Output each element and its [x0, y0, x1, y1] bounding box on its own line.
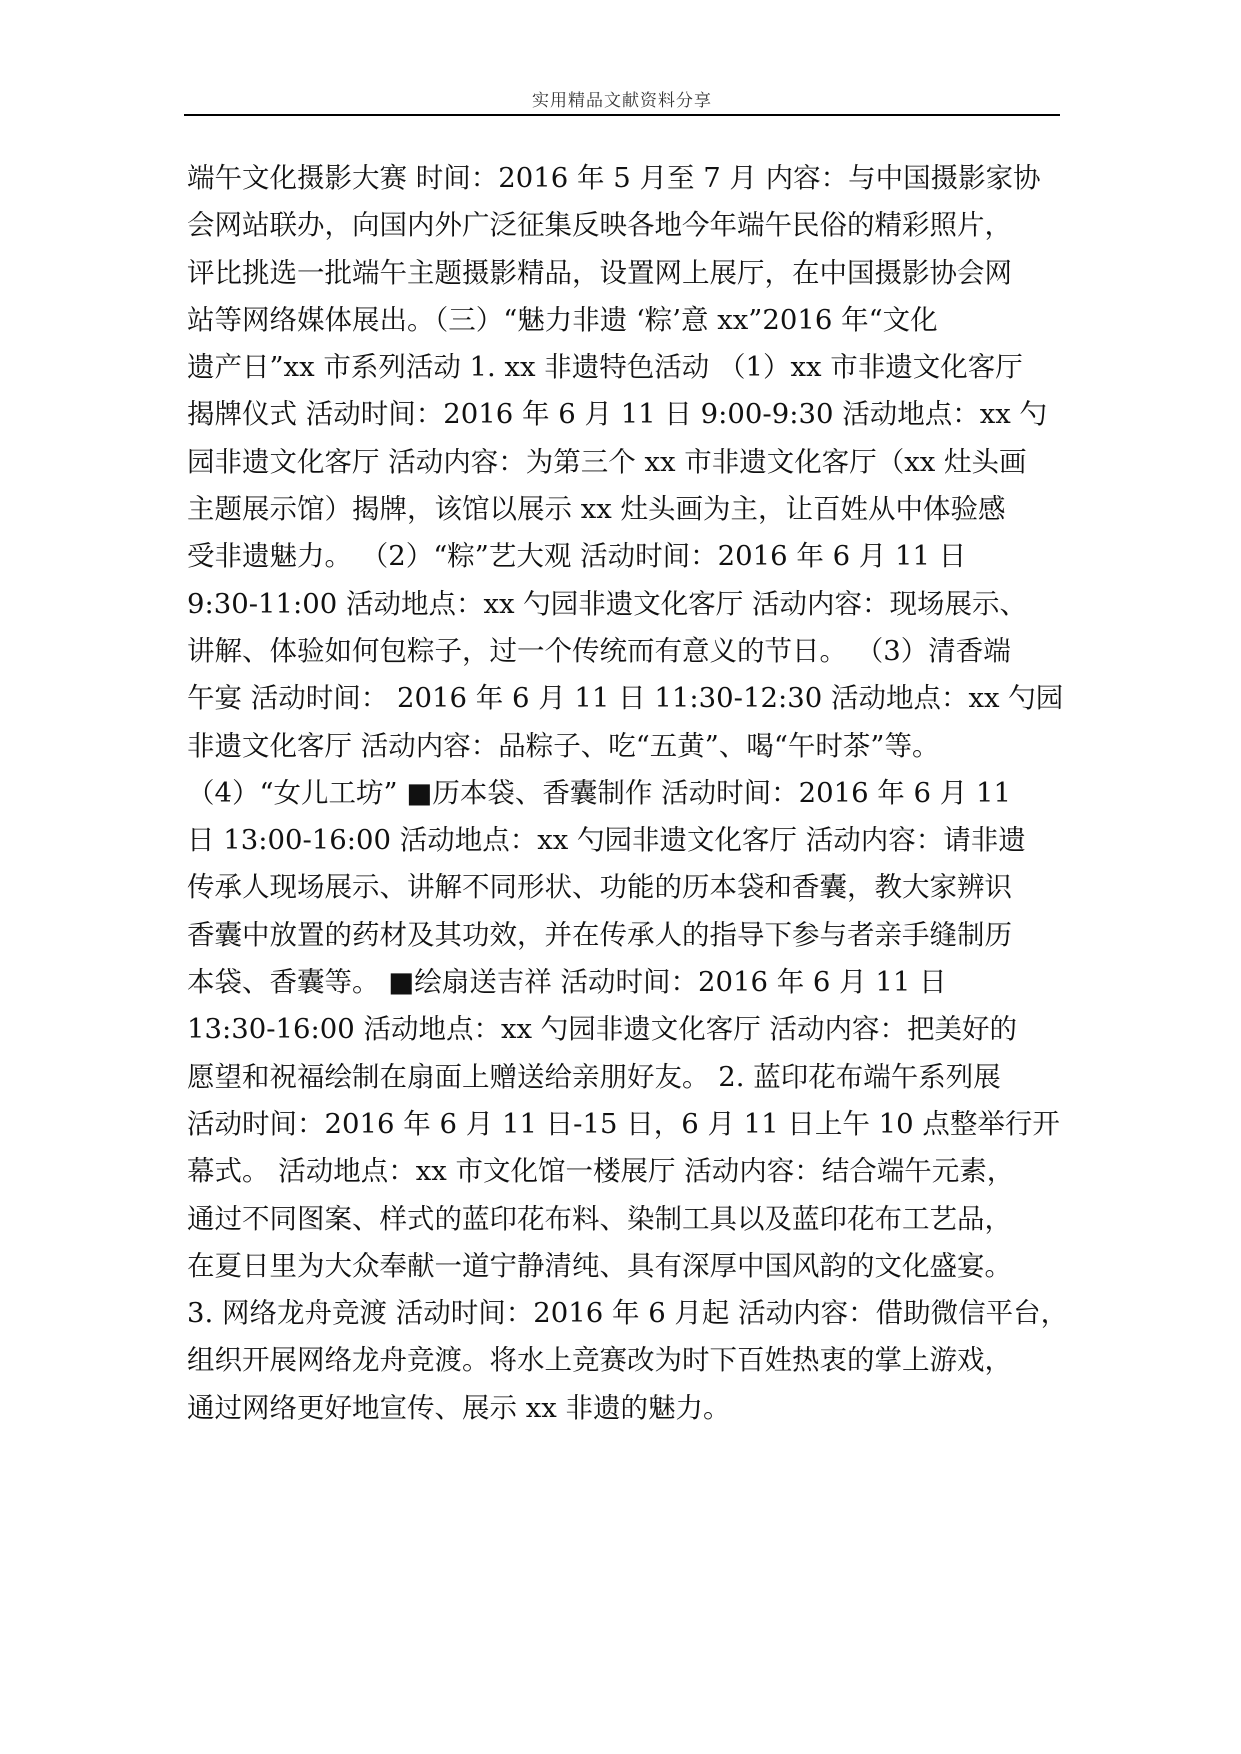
body-line: 非遗文化客厅 活动内容：品粽子、吃“五黄”、喝“午时茶”等。 — [187, 729, 940, 762]
body-line: 香囊中放置的药材及其功效，并在传承人的指导下参与者亲手缝制历 — [187, 918, 1012, 951]
body-line: 3. 网络龙舟竞渡 活动时间：2016 年 6 月起 活动内容：借助微信平台， — [187, 1297, 1069, 1330]
body-line: 13:30-16:00 活动地点：xx 勺园非遗文化客厅 活动内容：把美好的 — [187, 1013, 1018, 1046]
body-line: 遗产日”xx 市系列活动 1. xx 非遗特色活动 （1）xx 市非遗文化客厅 — [187, 351, 1023, 384]
body-line: 端午文化摄影大赛 时间：2016 年 5 月至 7 月 内容：与中国摄影家协 — [187, 162, 1041, 194]
body-line: 9:30-11:00 活动地点：xx 勺园非遗文化客厅 活动内容：现场展示、 — [187, 587, 1028, 620]
header-divider — [184, 114, 1060, 116]
body-line: 通过不同图案、样式的蓝印花布料、染制工具以及蓝印花布工艺品， — [187, 1202, 1012, 1235]
body-line: 在夏日里为大众奉献一道宁静清纯、具有深厚中国风韵的文化盛宴。 — [187, 1249, 1012, 1282]
body-line: 会网站联办，向国内外广泛征集反映各地今年端午民俗的精彩照片， — [187, 209, 1012, 242]
body-line: 幕式。 活动地点：xx 市文化馆一楼展厅 活动内容：结合端午元素， — [187, 1155, 1015, 1188]
body-line: 受非遗魅力。 （2）“粽”艺大观 活动时间：2016 年 6 月 11 日 — [187, 540, 967, 573]
body-line: 日 13:00-16:00 活动地点：xx 勺园非遗文化客厅 活动内容：请非遗 — [187, 824, 1026, 857]
body-line: 评比挑选一批端午主题摄影精品，设置网上展厅，在中国摄影协会网 — [187, 256, 1012, 289]
body-line: 讲解、体验如何包粽子，过一个传统而有意义的节日。 （3）清香端 — [187, 634, 1011, 667]
body-line: 愿望和祝福绘制在扇面上赠送给亲朋好友。 2. 蓝印花布端午系列展 — [187, 1060, 1001, 1093]
page-header-title: 实用精品文献资料分享 — [532, 91, 712, 111]
body-line: 活动时间：2016 年 6 月 11 日-15 日，6 月 11 日上午 10 点整举行开 — [187, 1107, 1060, 1140]
body-line: 主题展示馆）揭牌，该馆以展示 xx 灶头画为主，让百姓从中体验感 — [187, 493, 1006, 526]
body-line: 通过网络更好地宣传、展示 xx 非遗的魅力。 — [187, 1391, 731, 1424]
body-line: 站等网络媒体展出。（三）“魅力非遗 ‘粽’意 xx”2016 年“文化 — [187, 303, 938, 336]
document-body — [187, 155, 1067, 1432]
body-line: 本袋、香囊等。 ■绘扇送吉祥 活动时间：2016 年 6 月 11 日 — [187, 966, 947, 999]
body-line: （4）“女儿工坊” ■历本袋、香囊制作 活动时间：2016 年 6 月 11 — [187, 776, 1012, 809]
body-line: 传承人现场展示、讲解不同形状、功能的历本袋和香囊，教大家辨识 — [187, 871, 1012, 904]
body-line: 组织开展网络龙舟竞渡。将水上竞赛改为时下百姓热衷的掌上游戏， — [187, 1344, 1012, 1377]
body-line: 午宴 活动时间： 2016 年 6 月 11 日 11:30-12:30 活动地点：xx 勺园 — [187, 682, 1064, 715]
body-line: 园非遗文化客厅 活动内容：为第三个 xx 市非遗文化客厅（xx 灶头画 — [187, 445, 1027, 478]
body-line: 揭牌仪式 活动时间：2016 年 6 月 11 日 9:00-9:30 活动地点：xx 勺 — [187, 398, 1047, 431]
